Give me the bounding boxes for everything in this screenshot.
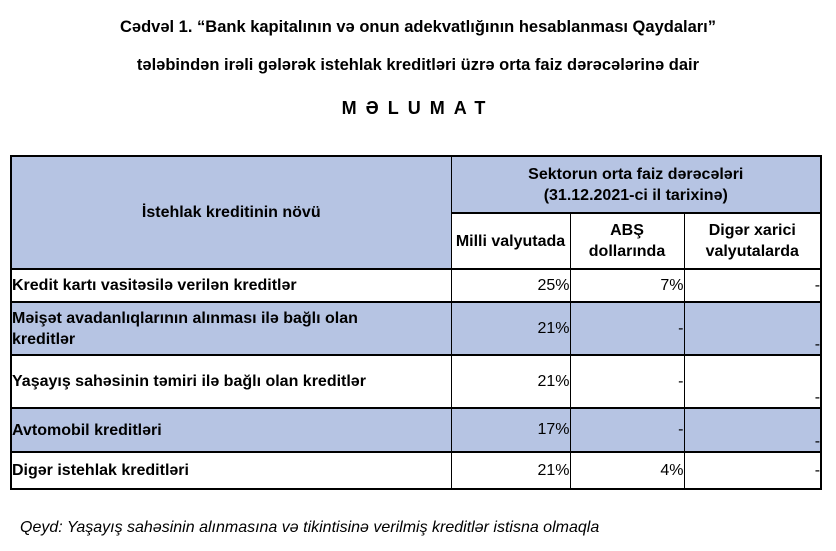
- row-label: [11, 269, 451, 302]
- table-header-group-row: [11, 156, 821, 213]
- cell-national-currency: 17%: [451, 408, 570, 452]
- cell-national-currency: 21%: [451, 302, 570, 355]
- column-header-sector-rates: [451, 156, 821, 213]
- column-header-credit-type: İstehlak kreditinin növü: [11, 156, 451, 269]
- row-label-text: Avtomobil kreditləri: [12, 421, 162, 439]
- document-title-line1: Cədvəl 1. “Bank kapitalının və onun adekvatlığının hesablanması Qaydaları”: [119, 18, 717, 36]
- table-row-household-appliances: [11, 302, 821, 355]
- column-header-national-currency: Milli valyutada: [451, 213, 570, 269]
- cell-other-foreign: -: [684, 355, 821, 408]
- cell-national-currency: 25%: [451, 269, 570, 302]
- row-label: [11, 302, 451, 355]
- footnote: Qeyd: Yaşayış sahəsinin alınmasına və tikintisinə verilmiş kreditlər istisna olmaqla: [20, 519, 600, 536]
- row-label: [11, 452, 451, 489]
- cell-other-foreign: -: [684, 452, 821, 489]
- group-header-line1: Sektorun orta faiz dərəcələri: [528, 165, 744, 183]
- interest-rates-table: [10, 155, 822, 490]
- document-page: [0, 16, 836, 551]
- table-row-other-consumer-loans: [11, 452, 821, 489]
- table-row-home-repair: [11, 355, 821, 408]
- cell-other-foreign: -: [684, 269, 821, 302]
- column-header-usd: ABŞ dollarında: [570, 213, 684, 269]
- table-row-auto-loans: [11, 408, 821, 452]
- cell-other-foreign: -: [684, 408, 821, 452]
- row-label: [11, 355, 451, 408]
- row-label-text: Yaşayış sahəsinin təmiri ilə bağlı olan kreditlər: [12, 373, 366, 390]
- row-label-text: Məişət avadanlıqlarının alınması ilə bağlı olan kreditlər: [12, 309, 358, 348]
- row-label-text: Digər istehlak kreditləri: [12, 462, 189, 479]
- cell-usd: 7%: [570, 269, 684, 302]
- table-row-credit-cards: [11, 269, 821, 302]
- document-title-line2: tələbindən irəli gələrək istehlak kreditləri üzrə orta faiz dərəcələrinə dair: [136, 56, 700, 74]
- group-header-line2: (31.12.2021-ci il tarixinə): [543, 186, 728, 204]
- cell-national-currency: 21%: [451, 355, 570, 408]
- cell-other-foreign: -: [684, 302, 821, 355]
- column-header-other-foreign: Digər xarici valyutalarda: [684, 213, 821, 269]
- row-label-text: Kredit kartı vasitəsilə verilən kreditlər: [12, 277, 297, 294]
- row-label: [11, 408, 451, 452]
- document-heading-melumat: MƏLUMAT: [341, 98, 495, 118]
- cell-usd: 4%: [570, 452, 684, 489]
- cell-national-currency: 21%: [451, 452, 570, 489]
- cell-usd: -: [570, 408, 684, 452]
- cell-usd: -: [570, 302, 684, 355]
- cell-usd: -: [570, 355, 684, 408]
